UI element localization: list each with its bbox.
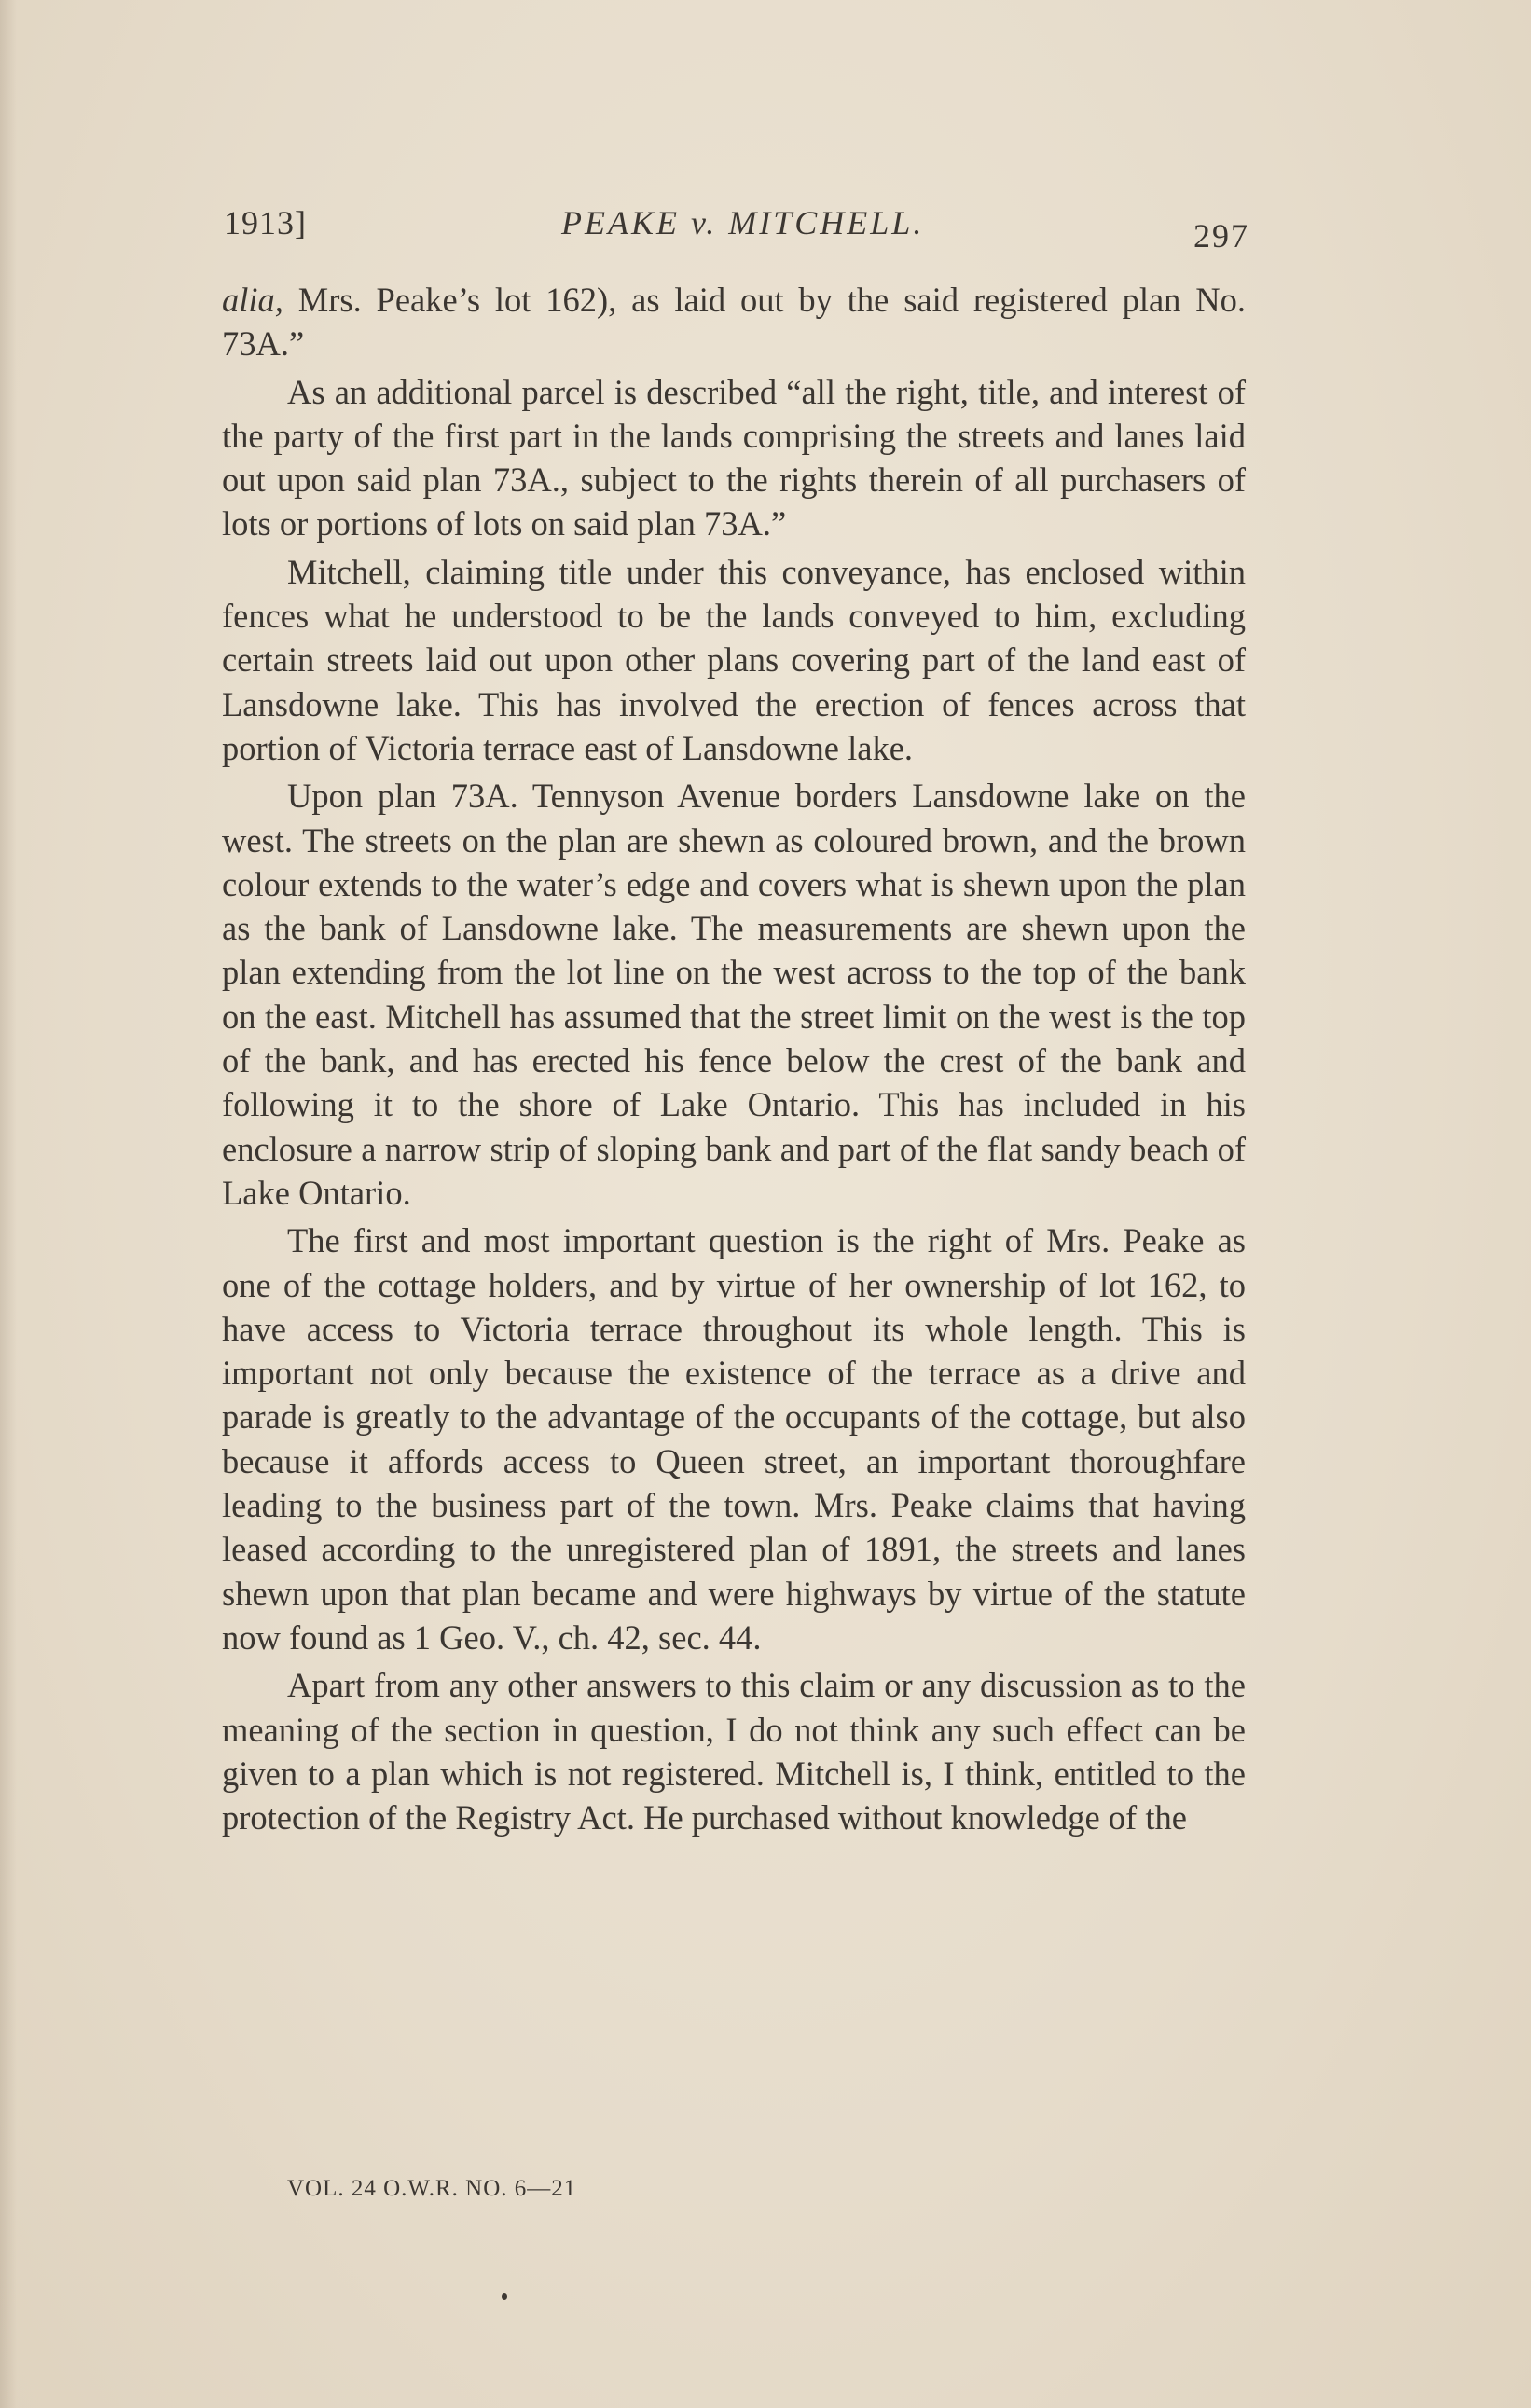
paragraph-1-text: Mrs. Peake’s lot 162), as laid out by the said registered plan No. 73A.” [222, 281, 1246, 364]
paragraph-3: Mitchell, claiming title under this conveyance, has enclosed within fences what he understood to be the lands conveyed to him, excluding certain streets laid out upon other plans covering part of the land east of Lansdowne lake. This has involved the erection of fences across that portion of Victoria terrace east of Lansdowne lake. [222, 552, 1246, 767]
binding-shadow [0, 0, 17, 2408]
body-text [222, 278, 1246, 1839]
paragraph-6: Apart from any other answers to this claim or any discussion as to the meaning of the section in question, I do not think any such effect can be given to a plan which is not registered. Mitchell is, I think, entitled to the protection of the Registry Act. He purchased without knowledge of the [222, 1666, 1246, 1837]
page-number: 297 [1193, 217, 1249, 255]
paragraph-2: As an additional parcel is described “all the right, title, and interest of the party of the first part in the lands comprising the streets and lanes laid out upon said plan 73A., subject to the rights therein of all purchasers of lots or portions of lots on said plan 73A.” [222, 372, 1246, 544]
header-title: PEAKE v. MITCHELL. [561, 204, 925, 241]
paragraph-4: Upon plan 73A. Tennyson Avenue borders Lansdowne lake on the west. The streets on the plan are shewn as coloured brown, and the brown colour extends to the water’s edge and covers what is shewn upon the plan as the bank of Lansdowne lake. The measurements are shewn upon the plan extending from the lot line on the west across to the top of the bank on the east. Mitchell has assumed that the street limit on the west is the top of the bank, and has erected his fence below the crest of the bank and following it to the shore of Lake Ontario. This has included in his enclosure a narrow strip of sloping bank and part of the flat sandy beach of Lake Ontario. [222, 777, 1246, 1212]
header-year: 1913] [224, 204, 307, 241]
stray-mark [502, 2293, 507, 2300]
paragraph-1 [222, 278, 1246, 366]
paragraph-5: The first and most important question is the right of Mrs. Peake as one of the cottage holders, and by virtue of her ownership of lot 162, to have access to Victoria terrace throughout its whole length. This is important not only because the existence of the terrace as a drive and parade is greatly to the advantage of the occupants of the cottage, but also because it affords access to Queen street, an important thoroughfare leading to the business part of the town. Mrs. Peake claims that having leased according to the unregistered plan of 1891, the streets and lanes shewn upon that plan became and were highways by virtue of the statute now found as 1 Geo. V., ch. 42, sec. 44. [222, 1221, 1246, 1657]
paragraph-1-italic: alia, [222, 281, 283, 319]
signature-mark: VOL. 24 O.W.R. NO. 6—21 [287, 2176, 577, 2201]
running-head [224, 203, 1249, 259]
